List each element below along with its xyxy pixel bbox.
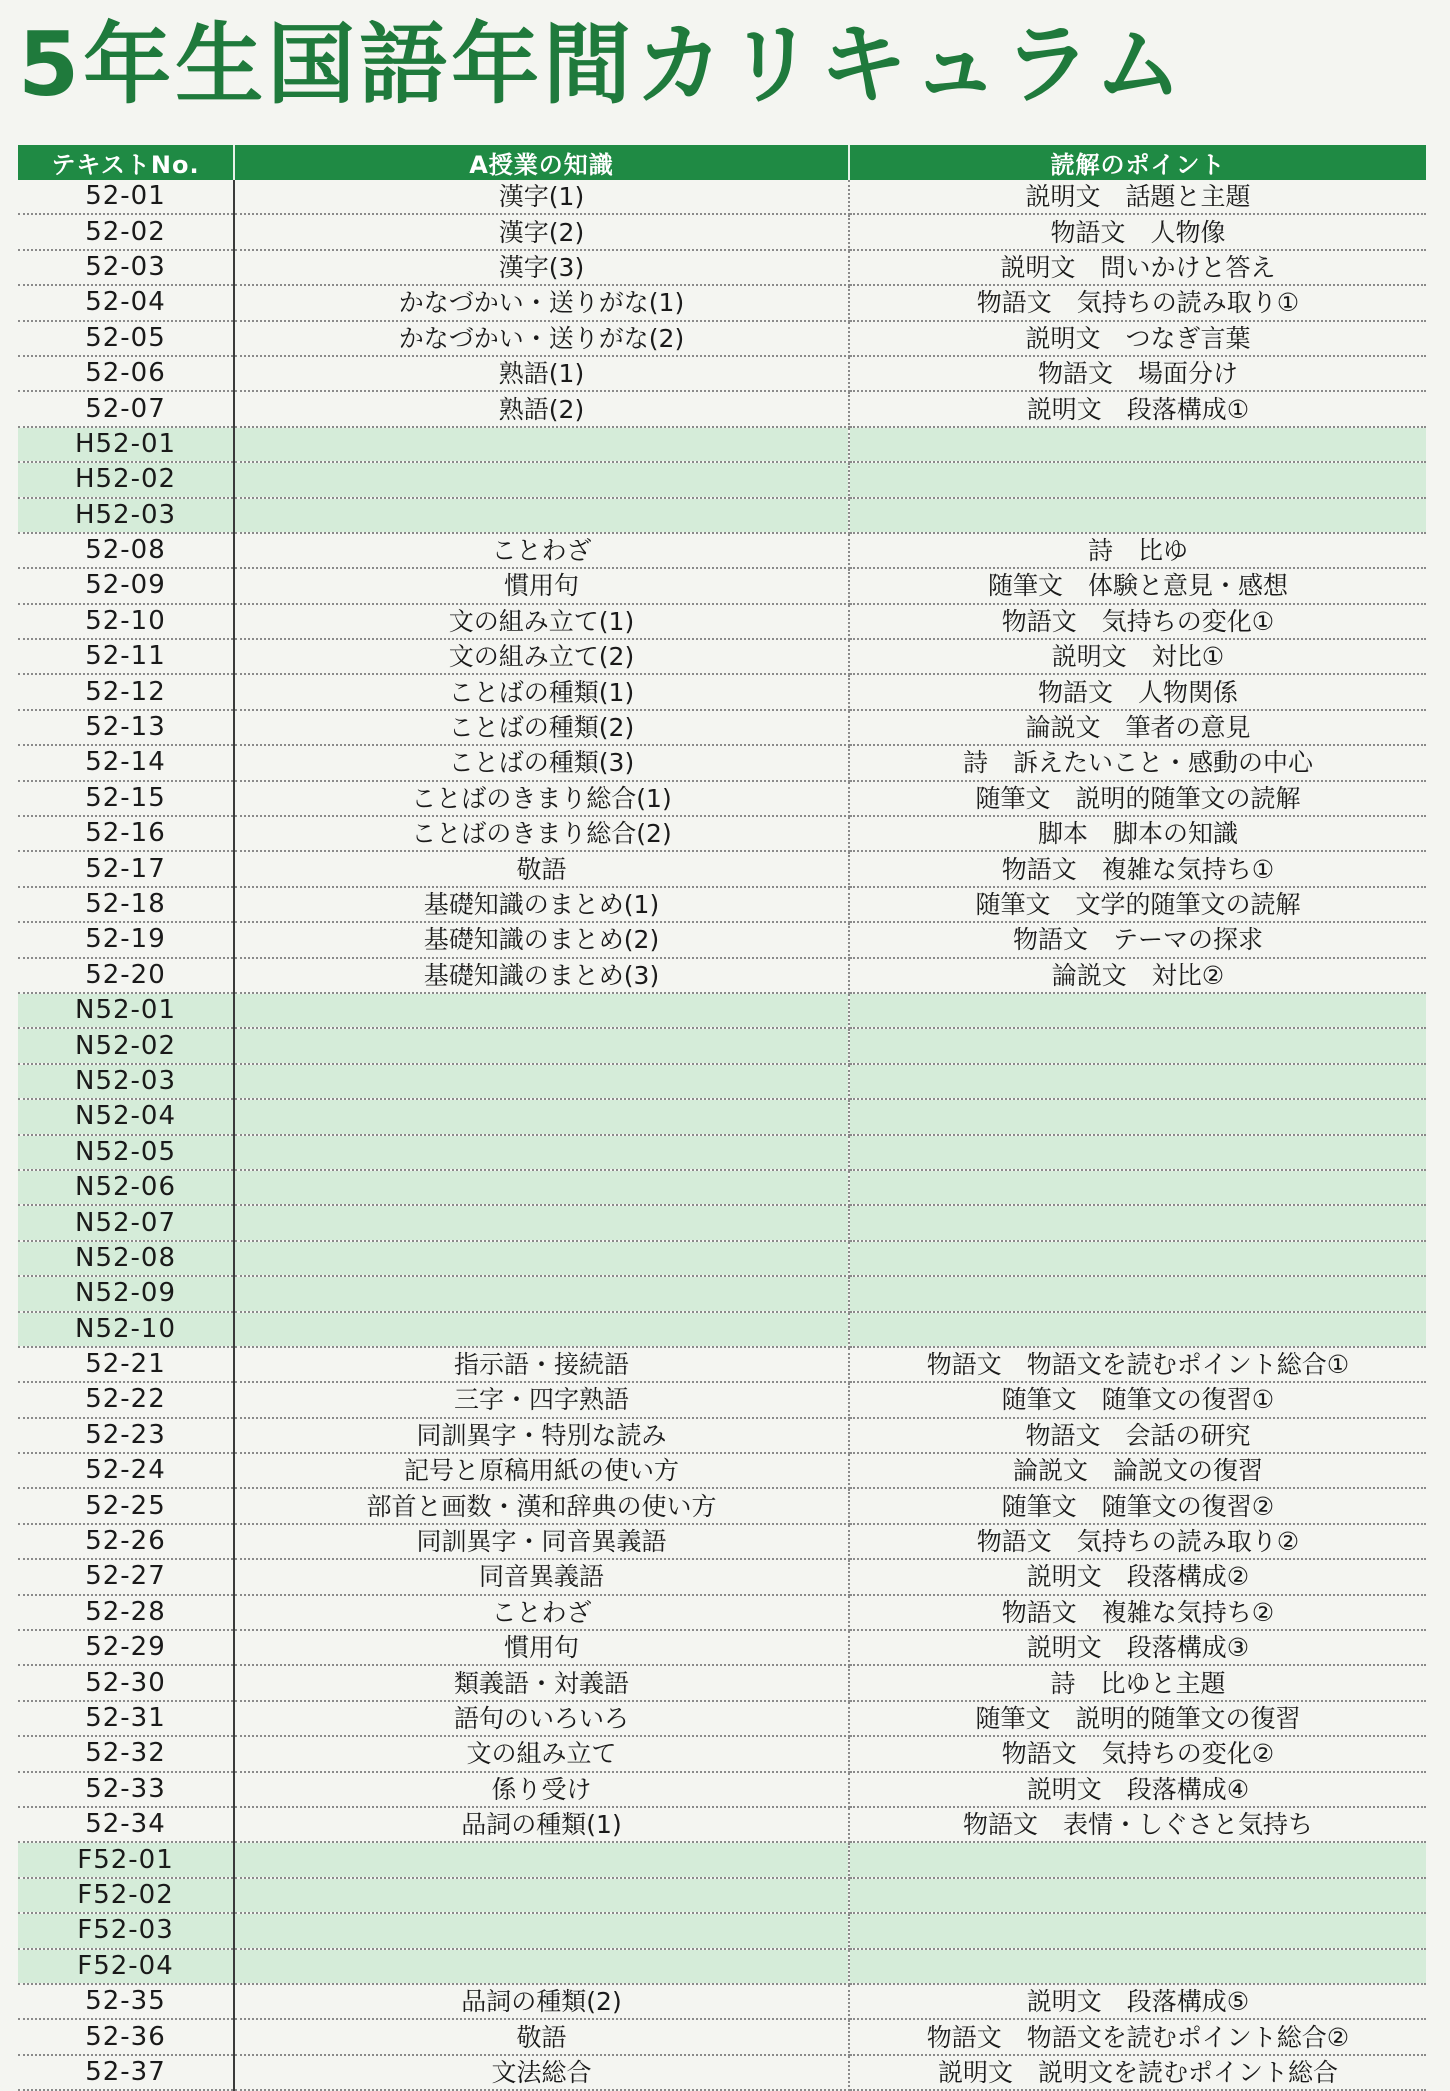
- reading-point-cell: 随筆文 説明的随筆文の復習: [849, 1701, 1426, 1736]
- text-number-cell: 52-16: [18, 816, 234, 851]
- knowledge-cell: [234, 1064, 849, 1099]
- text-number-cell: 52-35: [18, 1984, 234, 2019]
- knowledge-cell: 指示語・接続語: [234, 1347, 849, 1382]
- table-row: [18, 1595, 1426, 1630]
- table-row: [18, 1241, 1426, 1276]
- table-row: [18, 1347, 1426, 1382]
- knowledge-cell: [234, 1241, 849, 1276]
- reading-point-cell: 説明文 段落構成⑤: [849, 1984, 1426, 2019]
- text-number-cell: 52-28: [18, 1595, 234, 1630]
- header-knowledge: A授業の知識: [234, 145, 849, 180]
- knowledge-cell: ことわざ: [234, 533, 849, 568]
- table-row: [18, 1418, 1426, 1453]
- table-row: [18, 1665, 1426, 1700]
- reading-point-cell: [849, 993, 1426, 1028]
- knowledge-cell: 係り受け: [234, 1772, 849, 1807]
- knowledge-cell: 基礎知識のまとめ(2): [234, 922, 849, 957]
- table-row: [18, 993, 1426, 1028]
- text-number-cell: F52-04: [18, 1949, 234, 1984]
- reading-point-cell: 物語文 人物関係: [849, 674, 1426, 709]
- text-number-cell: 52-01: [18, 180, 234, 214]
- text-number-cell: H52-02: [18, 462, 234, 497]
- knowledge-cell: [234, 1170, 849, 1205]
- reading-point-cell: 詩 訴えたいこと・感動の中心: [849, 745, 1426, 780]
- table-row: [18, 2019, 1426, 2054]
- header-reading-point: 読解のポイント: [849, 145, 1426, 180]
- reading-point-cell: 物語文 複雑な気持ち①: [849, 851, 1426, 886]
- knowledge-cell: 同訓異字・同音異義語: [234, 1524, 849, 1559]
- reading-point-cell: 物語文 物語文を読むポイント総合②: [849, 2019, 1426, 2054]
- knowledge-cell: 品詞の種類(1): [234, 1807, 849, 1842]
- reading-point-cell: [849, 1205, 1426, 1240]
- table-row: [18, 604, 1426, 639]
- text-number-cell: 52-20: [18, 958, 234, 993]
- knowledge-cell: 基礎知識のまとめ(3): [234, 958, 849, 993]
- table-row: [18, 1524, 1426, 1559]
- table-row: [18, 250, 1426, 285]
- text-number-cell: 52-30: [18, 1665, 234, 1700]
- table-row: [18, 1028, 1426, 1063]
- knowledge-cell: 同音異義語: [234, 1559, 849, 1594]
- text-number-cell: 52-08: [18, 533, 234, 568]
- knowledge-cell: 熟語(1): [234, 356, 849, 391]
- text-number-cell: 52-17: [18, 851, 234, 886]
- text-number-cell: N52-06: [18, 1170, 234, 1205]
- reading-point-cell: 詩 比ゆ: [849, 533, 1426, 568]
- text-number-cell: N52-09: [18, 1276, 234, 1311]
- reading-point-cell: 物語文 テーマの探求: [849, 922, 1426, 957]
- table-row: [18, 1488, 1426, 1523]
- text-number-cell: 52-36: [18, 2019, 234, 2054]
- table-row: [18, 214, 1426, 249]
- text-number-cell: 52-13: [18, 710, 234, 745]
- text-number-cell: N52-10: [18, 1312, 234, 1347]
- table-row: [18, 427, 1426, 462]
- reading-point-cell: 物語文 気持ちの読み取り②: [849, 1524, 1426, 1559]
- table-body: [18, 180, 1426, 2090]
- reading-point-cell: 物語文 場面分け: [849, 356, 1426, 391]
- table-row: [18, 1949, 1426, 1984]
- text-number-cell: 52-06: [18, 356, 234, 391]
- knowledge-cell: 敬語: [234, 2019, 849, 2054]
- knowledge-cell: 語句のいろいろ: [234, 1701, 849, 1736]
- knowledge-cell: 同訓異字・特別な読み: [234, 1418, 849, 1453]
- text-number-cell: N52-04: [18, 1099, 234, 1134]
- text-number-cell: N52-02: [18, 1028, 234, 1063]
- knowledge-cell: [234, 1949, 849, 1984]
- table-row: [18, 639, 1426, 674]
- table-row: [18, 1807, 1426, 1842]
- knowledge-cell: 記号と原稿用紙の使い方: [234, 1453, 849, 1488]
- reading-point-cell: [849, 1312, 1426, 1347]
- page-title: 5年生国語年間カリキュラム: [18, 13, 1187, 116]
- reading-point-cell: 随筆文 体験と意見・感想: [849, 568, 1426, 603]
- table-row: [18, 1170, 1426, 1205]
- table-row: [18, 1736, 1426, 1771]
- table-row: [18, 1842, 1426, 1877]
- text-number-cell: 52-12: [18, 674, 234, 709]
- knowledge-cell: [234, 1276, 849, 1311]
- reading-point-cell: 論説文 筆者の意見: [849, 710, 1426, 745]
- table-row: [18, 1913, 1426, 1948]
- table-row: [18, 851, 1426, 886]
- text-number-cell: 52-15: [18, 781, 234, 816]
- text-number-cell: F52-01: [18, 1842, 234, 1877]
- table-row: [18, 180, 1426, 214]
- text-number-cell: 52-25: [18, 1488, 234, 1523]
- text-number-cell: 52-33: [18, 1772, 234, 1807]
- reading-point-cell: [849, 1878, 1426, 1913]
- text-number-cell: N52-03: [18, 1064, 234, 1099]
- text-number-cell: 52-05: [18, 321, 234, 356]
- knowledge-cell: 文の組み立て(1): [234, 604, 849, 639]
- knowledge-cell: 漢字(2): [234, 214, 849, 249]
- knowledge-cell: ことばのきまり総合(1): [234, 781, 849, 816]
- text-number-cell: 52-18: [18, 887, 234, 922]
- reading-point-cell: 随筆文 随筆文の復習①: [849, 1382, 1426, 1417]
- text-number-cell: 52-07: [18, 391, 234, 426]
- text-number-cell: 52-31: [18, 1701, 234, 1736]
- knowledge-cell: 敬語: [234, 851, 849, 886]
- table-row: [18, 1205, 1426, 1240]
- reading-point-cell: [849, 1099, 1426, 1134]
- reading-point-cell: 説明文 段落構成③: [849, 1630, 1426, 1665]
- text-number-cell: N52-05: [18, 1135, 234, 1170]
- knowledge-cell: 基礎知識のまとめ(1): [234, 887, 849, 922]
- knowledge-cell: ことばの種類(2): [234, 710, 849, 745]
- text-number-cell: H52-03: [18, 498, 234, 533]
- reading-point-cell: 物語文 気持ちの変化②: [849, 1736, 1426, 1771]
- table-row: [18, 1878, 1426, 1913]
- reading-point-cell: 随筆文 説明的随筆文の読解: [849, 781, 1426, 816]
- table-row: [18, 1382, 1426, 1417]
- reading-point-cell: 説明文 問いかけと答え: [849, 250, 1426, 285]
- knowledge-cell: [234, 498, 849, 533]
- text-number-cell: 52-10: [18, 604, 234, 639]
- reading-point-cell: [849, 1949, 1426, 1984]
- knowledge-cell: 慣用句: [234, 1630, 849, 1665]
- knowledge-cell: [234, 993, 849, 1028]
- knowledge-cell: [234, 1205, 849, 1240]
- table-row: [18, 1064, 1426, 1099]
- table-row: [18, 2055, 1426, 2090]
- knowledge-cell: [234, 1913, 849, 1948]
- text-number-cell: 52-03: [18, 250, 234, 285]
- reading-point-cell: 随筆文 随筆文の復習②: [849, 1488, 1426, 1523]
- table-row: [18, 533, 1426, 568]
- text-number-cell: 52-37: [18, 2055, 234, 2090]
- text-number-cell: 52-32: [18, 1736, 234, 1771]
- table-row: [18, 1276, 1426, 1311]
- text-number-cell: 52-11: [18, 639, 234, 674]
- table-row: [18, 1559, 1426, 1594]
- text-number-cell: 52-23: [18, 1418, 234, 1453]
- text-number-cell: F52-03: [18, 1913, 234, 1948]
- knowledge-cell: 文の組み立て: [234, 1736, 849, 1771]
- reading-point-cell: 説明文 説明文を読むポイント総合: [849, 2055, 1426, 2090]
- knowledge-cell: [234, 1878, 849, 1913]
- reading-point-cell: [849, 1842, 1426, 1877]
- knowledge-cell: 漢字(1): [234, 180, 849, 214]
- knowledge-cell: かなづかい・送りがな(2): [234, 321, 849, 356]
- reading-point-cell: 説明文 話題と主題: [849, 180, 1426, 214]
- reading-point-cell: [849, 1276, 1426, 1311]
- table-row: [18, 745, 1426, 780]
- table-row: [18, 710, 1426, 745]
- table-row: [18, 391, 1426, 426]
- reading-point-cell: 説明文 段落構成④: [849, 1772, 1426, 1807]
- table-row: [18, 781, 1426, 816]
- reading-point-cell: [849, 1241, 1426, 1276]
- text-number-cell: 52-22: [18, 1382, 234, 1417]
- table-row: [18, 1099, 1426, 1134]
- table-row: [18, 816, 1426, 851]
- text-number-cell: H52-01: [18, 427, 234, 462]
- knowledge-cell: 類義語・対義語: [234, 1665, 849, 1700]
- knowledge-cell: [234, 1028, 849, 1063]
- knowledge-cell: 熟語(2): [234, 391, 849, 426]
- knowledge-cell: 三字・四字熟語: [234, 1382, 849, 1417]
- table-row: [18, 568, 1426, 603]
- curriculum-table: [18, 145, 1426, 2091]
- table-row: [18, 356, 1426, 391]
- text-number-cell: F52-02: [18, 1878, 234, 1913]
- text-number-cell: 52-21: [18, 1347, 234, 1382]
- knowledge-cell: ことばの種類(3): [234, 745, 849, 780]
- reading-point-cell: 論説文 対比②: [849, 958, 1426, 993]
- knowledge-cell: [234, 462, 849, 497]
- knowledge-cell: ことばの種類(1): [234, 674, 849, 709]
- knowledge-cell: ことばのきまり総合(2): [234, 816, 849, 851]
- text-number-cell: 52-27: [18, 1559, 234, 1594]
- table-row: [18, 958, 1426, 993]
- knowledge-cell: [234, 427, 849, 462]
- knowledge-cell: 文法総合: [234, 2055, 849, 2090]
- table-row: [18, 1453, 1426, 1488]
- text-number-cell: N52-01: [18, 993, 234, 1028]
- text-number-cell: 52-29: [18, 1630, 234, 1665]
- knowledge-cell: [234, 1135, 849, 1170]
- table-row: [18, 1135, 1426, 1170]
- table-row: [18, 922, 1426, 957]
- reading-point-cell: [849, 1170, 1426, 1205]
- knowledge-cell: [234, 1842, 849, 1877]
- knowledge-cell: 部首と画数・漢和辞典の使い方: [234, 1488, 849, 1523]
- reading-point-cell: [849, 1913, 1426, 1948]
- curriculum-sheet: [18, 145, 1426, 2091]
- text-number-cell: 52-34: [18, 1807, 234, 1842]
- reading-point-cell: [849, 462, 1426, 497]
- knowledge-cell: 文の組み立て(2): [234, 639, 849, 674]
- reading-point-cell: 物語文 物語文を読むポイント総合①: [849, 1347, 1426, 1382]
- table-row: [18, 1984, 1426, 2019]
- table-row: [18, 1630, 1426, 1665]
- table-row: [18, 674, 1426, 709]
- table-row: [18, 887, 1426, 922]
- reading-point-cell: [849, 1064, 1426, 1099]
- reading-point-cell: 説明文 段落構成①: [849, 391, 1426, 426]
- table-row: [18, 321, 1426, 356]
- reading-point-cell: [849, 1028, 1426, 1063]
- text-number-cell: 52-04: [18, 285, 234, 320]
- reading-point-cell: 説明文 つなぎ言葉: [849, 321, 1426, 356]
- knowledge-cell: 品詞の種類(2): [234, 1984, 849, 2019]
- reading-point-cell: 物語文 表情・しぐさと気持ち: [849, 1807, 1426, 1842]
- text-number-cell: 52-19: [18, 922, 234, 957]
- table-header: [18, 145, 1426, 180]
- text-number-cell: 52-26: [18, 1524, 234, 1559]
- reading-point-cell: 物語文 気持ちの変化①: [849, 604, 1426, 639]
- reading-point-cell: 論説文 論説文の復習: [849, 1453, 1426, 1488]
- reading-point-cell: 物語文 複雑な気持ち②: [849, 1595, 1426, 1630]
- knowledge-cell: 漢字(3): [234, 250, 849, 285]
- reading-point-cell: 物語文 気持ちの読み取り①: [849, 285, 1426, 320]
- knowledge-cell: 慣用句: [234, 568, 849, 603]
- header-text-no: テキストNo.: [18, 145, 234, 180]
- text-number-cell: 52-24: [18, 1453, 234, 1488]
- reading-point-cell: [849, 427, 1426, 462]
- reading-point-cell: 随筆文 文学的随筆文の読解: [849, 887, 1426, 922]
- text-number-cell: 52-14: [18, 745, 234, 780]
- knowledge-cell: かなづかい・送りがな(1): [234, 285, 849, 320]
- text-number-cell: N52-08: [18, 1241, 234, 1276]
- reading-point-cell: [849, 1135, 1426, 1170]
- reading-point-cell: 説明文 段落構成②: [849, 1559, 1426, 1594]
- table-row: [18, 285, 1426, 320]
- knowledge-cell: [234, 1312, 849, 1347]
- reading-point-cell: 脚本 脚本の知識: [849, 816, 1426, 851]
- table-row: [18, 498, 1426, 533]
- knowledge-cell: [234, 1099, 849, 1134]
- table-row: [18, 1772, 1426, 1807]
- reading-point-cell: 詩 比ゆと主題: [849, 1665, 1426, 1700]
- reading-point-cell: 物語文 会話の研究: [849, 1418, 1426, 1453]
- reading-point-cell: 物語文 人物像: [849, 214, 1426, 249]
- reading-point-cell: [849, 498, 1426, 533]
- text-number-cell: 52-02: [18, 214, 234, 249]
- table-row: [18, 462, 1426, 497]
- reading-point-cell: 説明文 対比①: [849, 639, 1426, 674]
- knowledge-cell: ことわざ: [234, 1595, 849, 1630]
- text-number-cell: N52-07: [18, 1205, 234, 1240]
- table-row: [18, 1312, 1426, 1347]
- table-row: [18, 1701, 1426, 1736]
- text-number-cell: 52-09: [18, 568, 234, 603]
